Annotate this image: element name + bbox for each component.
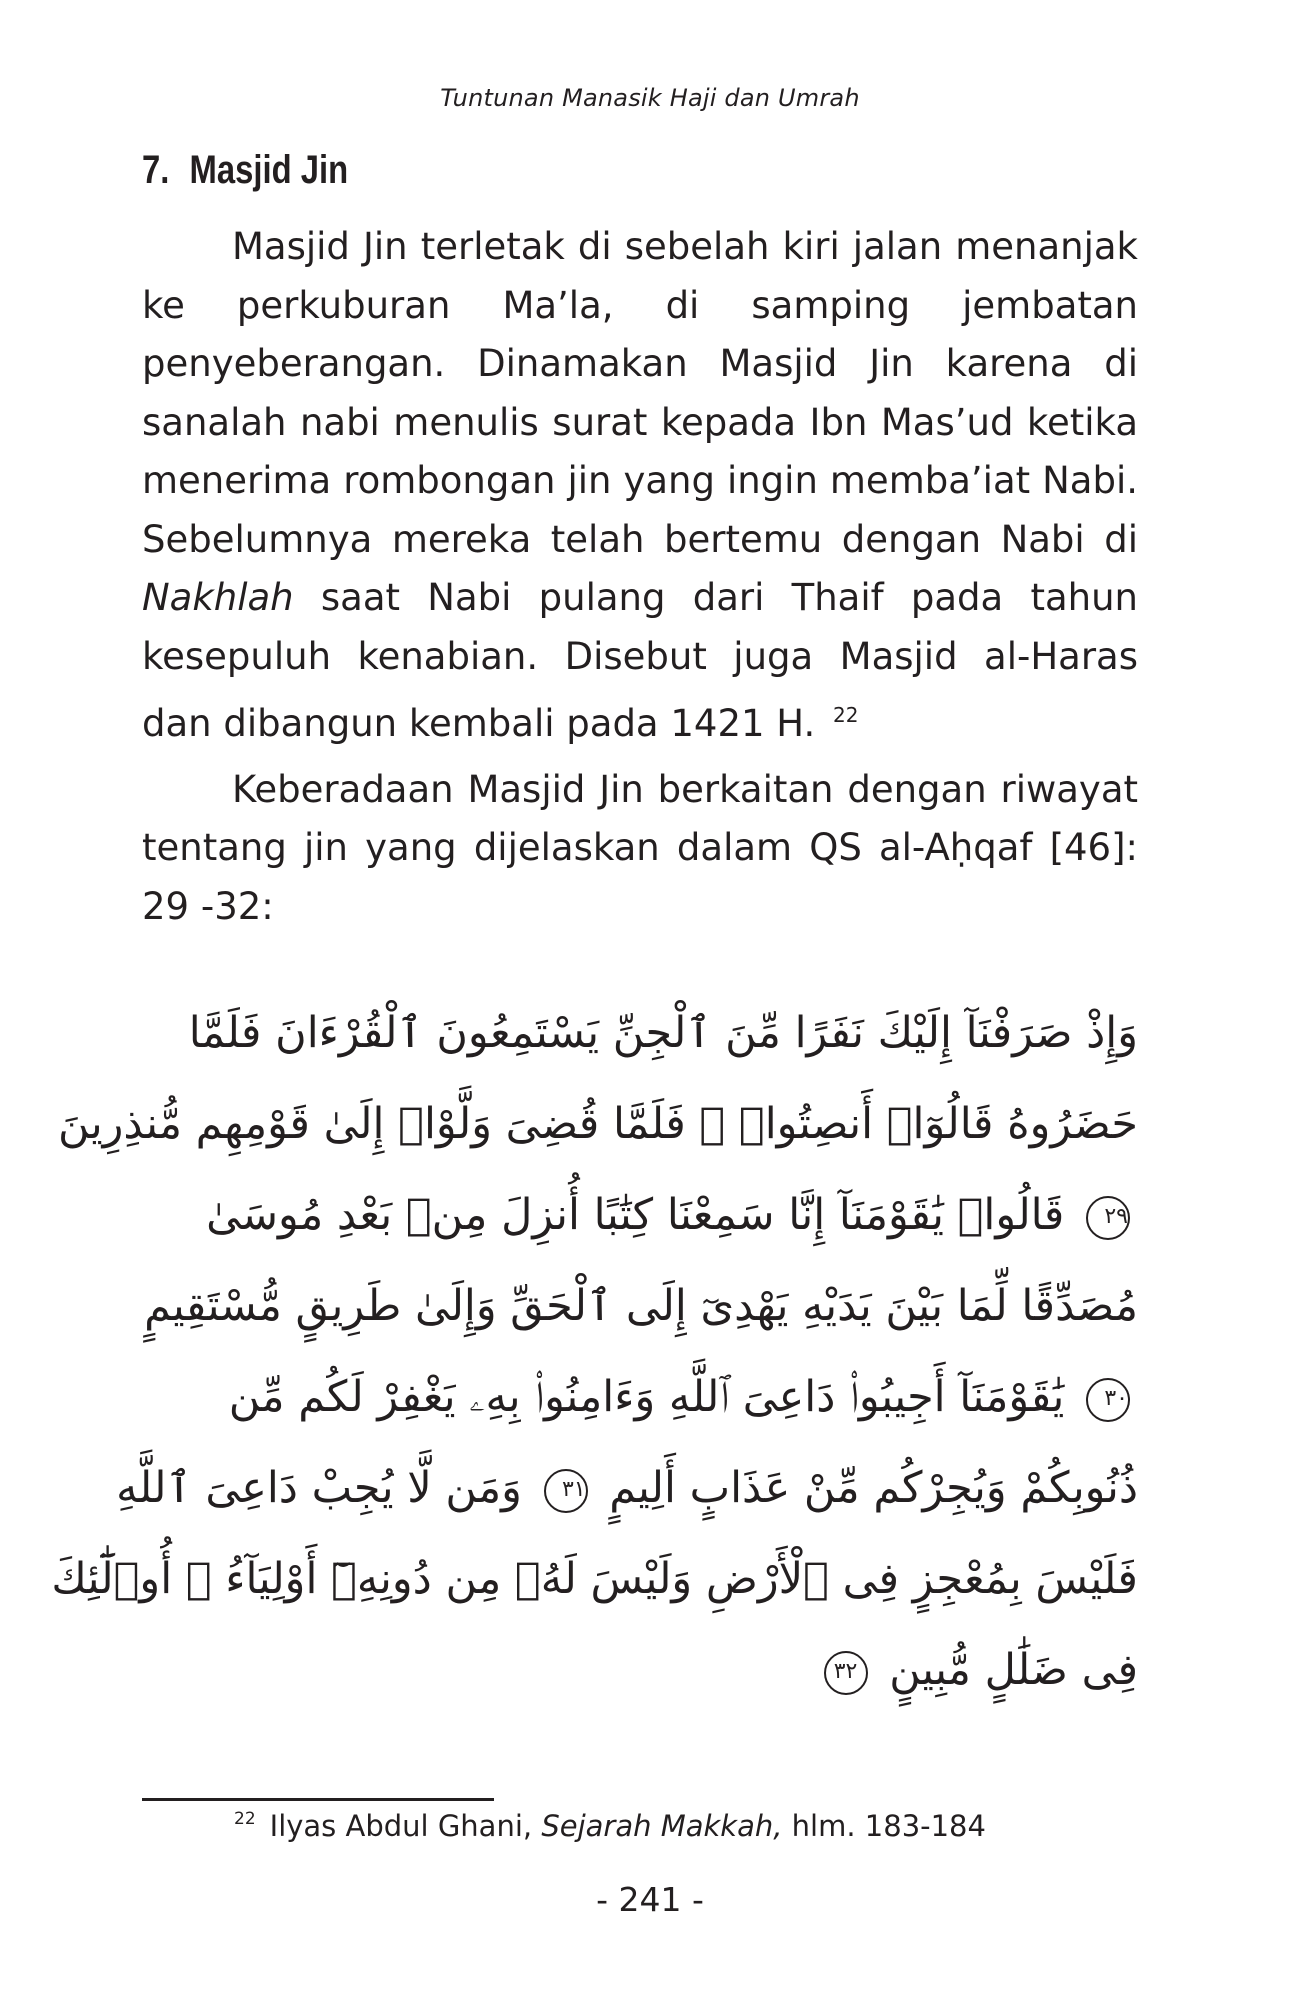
quran-line-5	[230, 1352, 1138, 1443]
running-header: Tuntunan Manasik Haji dan Umrah	[440, 84, 860, 112]
footnote-pages: hlm. 183-184	[782, 1809, 986, 1843]
quran-line-6	[116, 1443, 1138, 1534]
quran-line-8	[230, 1625, 1138, 1716]
quran-line-5-text: يَٰقَوْمَنَآ أَجِيبُوا۟ دَاعِىَ ٱللَّهِ وَءَامِنُوا۟ بِهِۦ يَغْفِرْ لَكُم مِّن	[228, 1372, 1065, 1422]
place-name-italic: Nakhlah	[142, 576, 294, 619]
quran-line-1: وَإِذْ صَرَفْنَآ إِلَيْكَ نَفَرًا مِّنَ ٱلْجِنِّ يَسْتَمِعُونَ ٱلْقُرْءَانَ فَلَمَّا	[188, 1008, 1138, 1058]
page-number: - 241 -	[596, 1880, 704, 1919]
quran-line-7: فَلَيْسَ بِمُعْجِزٍ فِى ٱلْأَرْضِ وَلَيْسَ لَهُۥ مِن دُونِهِۦٓ أَوْلِيَآءُ ۚ أُو۟لَٰٓئِكَ	[51, 1554, 1138, 1604]
footnote-reference[interactable]: 22	[833, 703, 859, 727]
footnote	[234, 1809, 986, 1843]
body-text	[142, 218, 1138, 936]
ayah-marker-29: ٢٩	[1086, 1196, 1130, 1240]
section-title: Masjid Jin	[189, 148, 349, 192]
quran-line-4: مُصَدِّقًا لِّمَا بَيْنَ يَدَيْهِ يَهْدِىٓ إِلَى ٱلْحَقِّ وَإِلَىٰ طَرِيقٍ مُّسْتَقِيمٍ	[144, 1281, 1138, 1331]
footnote-author: Ilyas Abdul Ghani,	[269, 1809, 542, 1843]
quran-line-3-text: قَالُوا۟ يَٰقَوْمَنَآ إِنَّا سَمِعْنَا كِتَٰبًا أُنزِلَ مِنۢ بَعْدِ مُوسَىٰ	[206, 1190, 1065, 1240]
ayah-marker-31: ٣١	[544, 1469, 588, 1513]
quran-verses	[51, 988, 1138, 1716]
footnote-number: 22	[234, 1809, 256, 1829]
paragraph-2: Keberadaan Masjid Jin berkaitan dengan riwayat tentang jin yang dijelaskan dalam QS al-Aḥqaf [46]: 29 -32:	[142, 767, 1138, 928]
paragraph-1-part-b: saat Nabi pulang dari Thaif pada tahun kesepuluh kenabian. Disebut juga Masjid al-Haras dan dibangun kembali pada 1421 H.	[142, 576, 1138, 745]
section-number: 7.	[142, 148, 170, 192]
paragraph-1-part-a: Masjid Jin terletak di sebelah kiri jalan menanjak ke perkuburan Ma’la, di samping jembatan penyeberangan. Dinamakan Masjid Jin karena di sanalah nabi menulis surat kepada Ibn Mas’ud ketika menerima rombongan jin yang ingin memba’iat Nabi. Sebelumnya mereka telah bertemu dengan Nabi di	[142, 225, 1138, 561]
quran-line-6-text-a: ذُنُوبِكُمْ وَيُجِرْكُم مِّنْ عَذَابٍ أَلِيمٍ	[609, 1463, 1138, 1513]
section-heading	[142, 148, 348, 193]
quran-line-2: حَضَرُوهُ قَالُوٓا۟ أَنصِتُوا۟ ۖ فَلَمَّا قُضِىَ وَلَّوْا۟ إِلَىٰ قَوْمِهِم مُّنذِرِينَ	[57, 1099, 1138, 1149]
paragraph-1	[142, 218, 1138, 754]
ayah-marker-30: ٣٠	[1086, 1378, 1130, 1422]
footnote-divider	[142, 1798, 494, 1801]
ayah-marker-32: ٣٢	[824, 1651, 868, 1695]
footnote-book-title: Sejarah Makkah,	[541, 1809, 783, 1843]
quran-line-6-text-b: وَمَن لَّا يُجِبْ دَاعِىَ ٱللَّهِ	[116, 1463, 522, 1513]
quran-line-8-text: فِى ضَلَٰلٍ مُّبِينٍ	[889, 1645, 1138, 1695]
quran-line-3	[206, 1170, 1138, 1261]
